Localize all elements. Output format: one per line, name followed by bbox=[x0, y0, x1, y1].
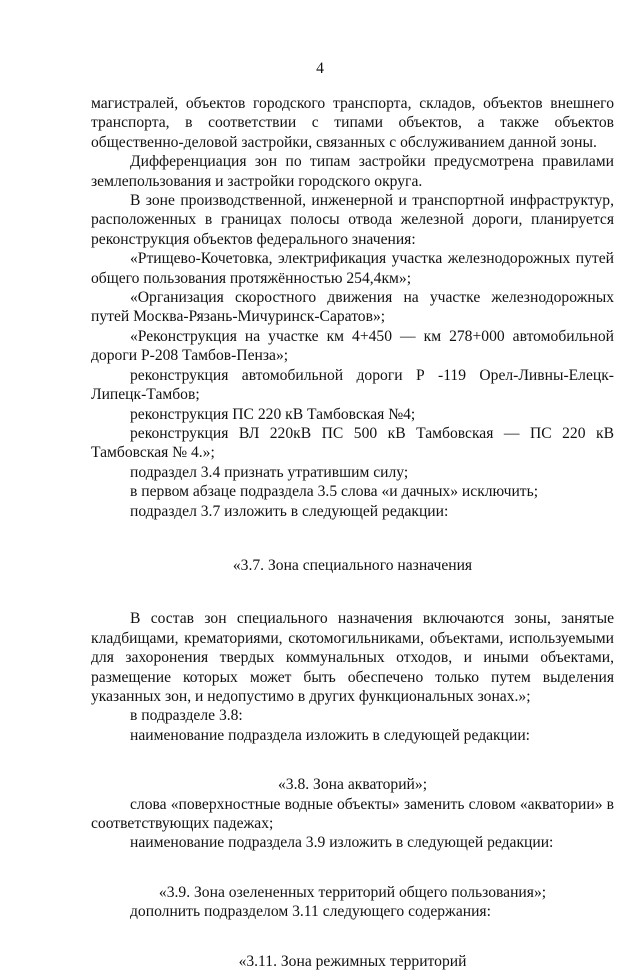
paragraph-infrastructure-zone: В зоне производственной, инженерной и транспортной инфраструктур, расположенных в границах полосы отвода железной дороги, планируется реконструкция объектов федерального значения: bbox=[91, 192, 614, 248]
heading-3-7: «3.7. Зона специального назначения bbox=[232, 556, 473, 574]
paragraph-subsection-3-4: подраздел 3.4 признать утратившим силу; bbox=[130, 463, 409, 481]
paragraph-zone-differentiation: Дифференциация зон по типам застройки предусмотрена правилами землепользования и застройки городского округа. bbox=[91, 153, 614, 190]
page-number: 4 bbox=[316, 60, 324, 77]
list-item-substation-reconstruction: реконструкция ПС 220 кВ Тамбовская №4; bbox=[130, 405, 416, 423]
paragraph-rename-3-9: наименование подраздела 3.9 изложить в следующей редакции: bbox=[130, 834, 554, 852]
list-item-high-speed-traffic: «Организация скоростного движения на участке железнодорожных путей Москва-Рязань-Мичуринск-Саратов»; bbox=[91, 289, 614, 326]
heading-3-8: «3.8. Зона акваторий»; bbox=[277, 776, 428, 794]
paragraph-continuation: магистралей, объектов городского транспорта, складов, объектов внешнего транспорта, в соответствии с типами объектов, а также объектов общественно-деловой застройки, связанных с обслуживанием данной зоны. bbox=[91, 95, 614, 151]
heading-3-9: «3.9. Зона озелененных территорий общего пользования»; bbox=[158, 883, 547, 901]
paragraph-rename-3-8: наименование подраздела изложить в следующей редакции: bbox=[130, 726, 530, 744]
list-item-road-reconstruction-r208: «Реконструкция на участке км 4+450 — км 278+000 автомобильной дороги Р-208 Тамбов-Пенза»; bbox=[91, 327, 614, 365]
list-item-road-reconstruction-r119: реконструкция автомобильной дороги Р -119 Орел-Ливны-Елецк-Липецк-Тамбов; bbox=[91, 366, 614, 404]
heading-3-11: «3.11. Зона режимных территорий bbox=[238, 952, 467, 970]
paragraph-replace-words: слова «поверхностные водные объекты» заменить словом «акватории» в соответствующих падежах; bbox=[91, 795, 614, 832]
paragraph-subsection-3-7-intro: подраздел 3.7 изложить в следующей редакции: bbox=[130, 502, 449, 520]
paragraph-subsection-3-5: в первом абзаце подраздела 3.5 слова «и дачных» исключить; bbox=[130, 483, 539, 501]
document-body bbox=[91, 94, 614, 971]
paragraph-subsection-3-8: в подразделе 3.8: bbox=[130, 707, 243, 725]
paragraph-add-3-11: дополнить подразделом 3.11 следующего содержания: bbox=[130, 903, 491, 921]
paragraph-special-purpose-zones: В состав зон специального назначения включаются зоны, занятые кладбищами, крематориями, скотомогильниками, объектами, используемыми для захоронения твердых коммунальных отходов, и иными объектами, размещение которых может быть обеспечено только путем выделения указанных зон, и недопустимо в других функциональных зонах.»; bbox=[91, 610, 614, 705]
list-item-electrification: «Ртищево-Кочетовка, электрификация участка железнодорожных путей общего пользования протяжённостью 254,4км»; bbox=[91, 250, 614, 287]
list-item-power-line-reconstruction: реконструкция ВЛ 220кВ ПС 500 кВ Тамбовская — ПС 220 кВ Тамбовская № 4.»; bbox=[91, 424, 614, 462]
